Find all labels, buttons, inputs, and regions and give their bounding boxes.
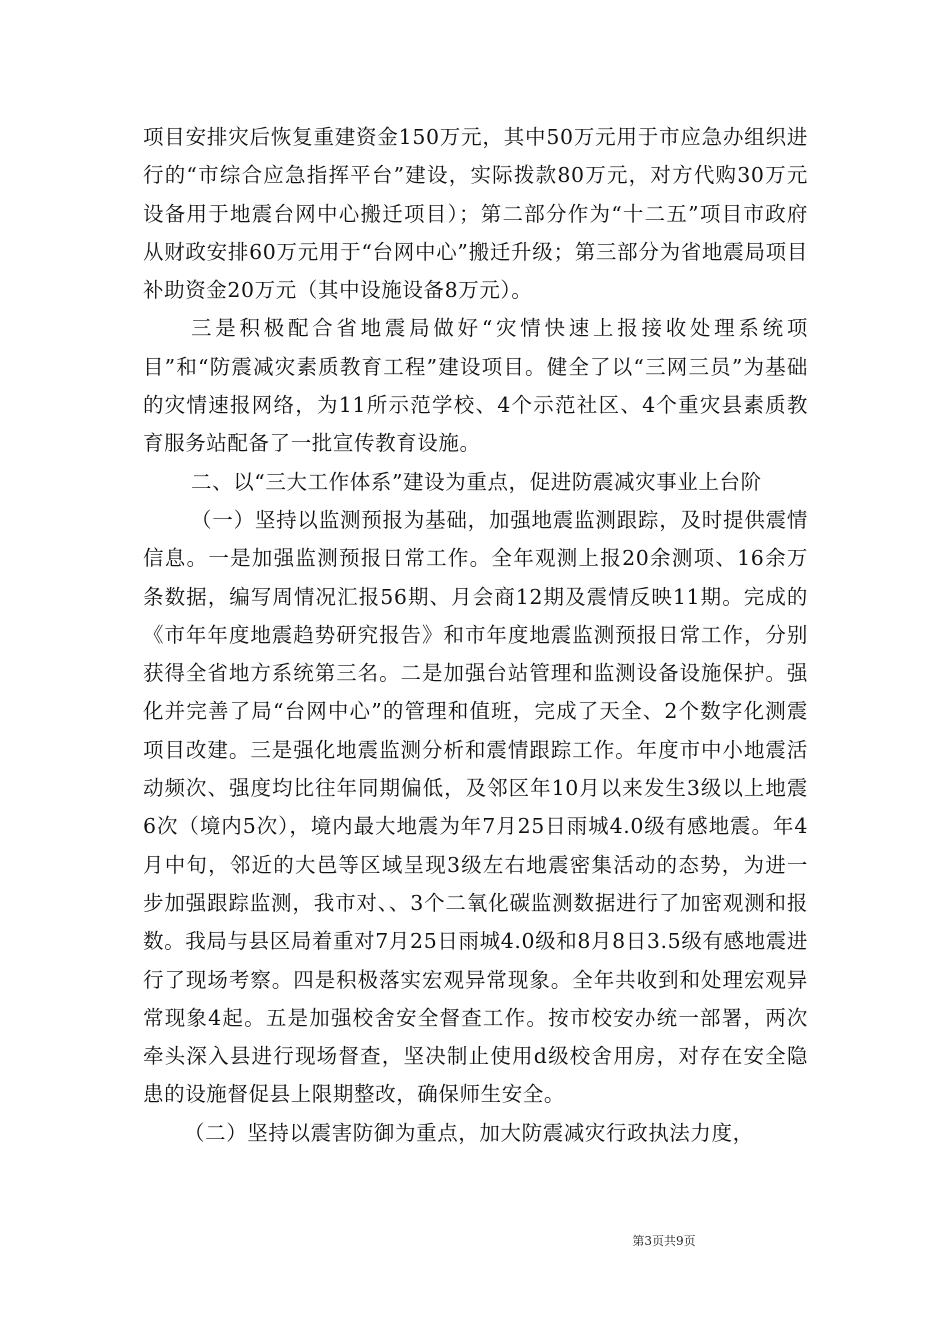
document-body xyxy=(143,118,808,1152)
page-number-footer: 第3页共9页 xyxy=(632,1234,696,1248)
paragraph-disaster-report-system: 三是积极配合省地震局做好“灾情快速上报接收处理系统项目”和“防震减灾素质教育工程”建设项目。健全了以“三网三员”为基础的灾情速报网络，为11所示范学校、4个示范社区、4个重灾县素质教育服务站配备了一批宣传教育设施。 xyxy=(143,316,808,456)
paragraph-monitoring-forecast: （一）坚持以监测预报为基础，加强地震监测跟踪，及时提供震情信息。一是加强监测预报日常工作。全年观测上报20余测项、16余万条数据，编写周情况汇报56期、月会商12期及震情反映11期。完成的《市年年度地震趋势研究报告》和市年度地震监测预报日常工作，分别获得全省地方系统第三名。二是加强台站管理和监测设备设施保护。强化并完善了局“台网中心”的管理和值班，完成了天全、2个数字化测震项目改建。三是强化地震监测分析和震情跟踪工作。年度市中小地震活动频次、强度均比往年同期偏低，及邻区年10月以来发生3级以上地震6次（境内5次），境内最大地震为年7月25日雨城4.0级有感地震。年4月中旬，邻近的大邑等区域呈现3级左右地震密集活动的态势，为进一步加强跟踪监测，我市对、、3个二氧化碳监测数据进行了加密观测和报数。我局与县区局着重对7月25日雨城4.0级和8月8日3.5级有感地震进行了现场考察。四是积极落实宏观异常现象。全年共收到和处理宏观异常现象4起。五是加强校舍安全督查工作。按市校安办统一部署，两次牵头深入县进行现场督查，坚决制止使用d级校舍用房，对存在安全隐患的设施督促县上限期整改，确保师生安全。 xyxy=(143,507,808,1107)
paragraph-funding-continuation: 项目安排灾后恢复重建资金150万元，其中50万元用于市应急办组织进行的“市综合应急指挥平台”建设，实际拨款80万元，对方代购30万元设备用于地震台网中心搬迁项目）；第二部分作为“十二五”项目市政府从财政安排60万元用于“台网中心”搬迁升级；第三部分为省地震局项目补助资金20万元（其中设施设备8万元）。 xyxy=(143,125,808,303)
section-heading-three-systems: 二、以“三大工作体系”建设为重点，促进防震减灾事业上台阶 xyxy=(191,469,762,494)
paragraph-disaster-defense: （二）坚持以震害防御为重点，加大防震减灾行政执法力度， xyxy=(184,1120,754,1145)
